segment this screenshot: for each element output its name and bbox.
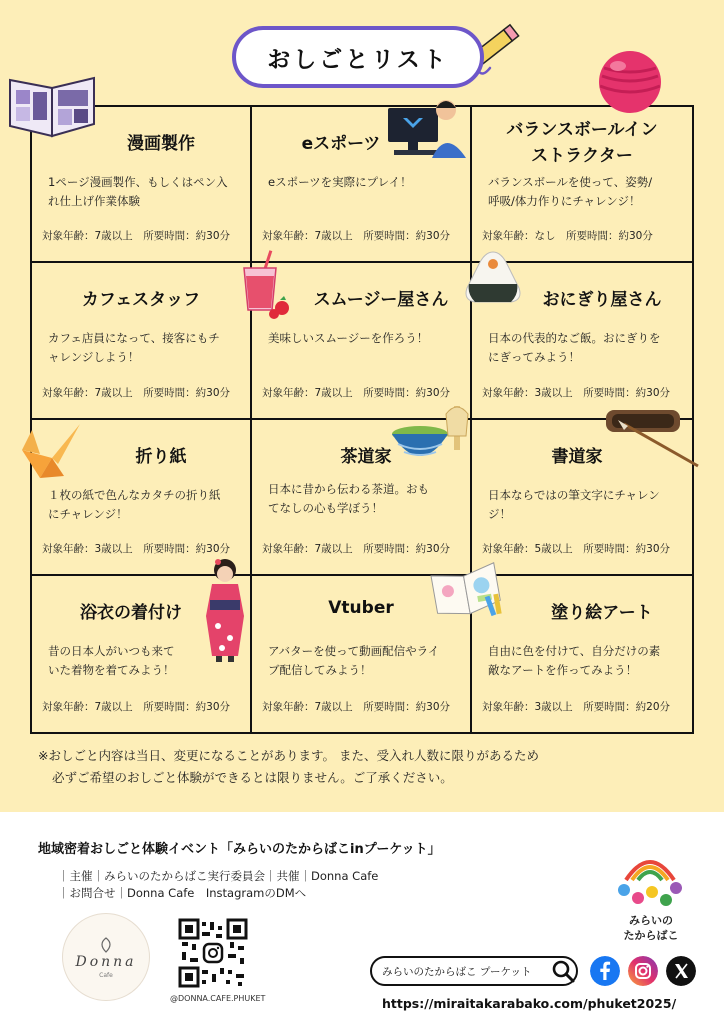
instagram-icon[interactable] [628, 956, 658, 986]
event-title: 地域密着おしごと体験イベント「みらいのたからばこinプーケット」 [38, 842, 441, 857]
manga-book-icon [6, 70, 98, 140]
job-description: 日本ならではの筆文字にチャレン ジ！ [488, 487, 660, 521]
search-box[interactable] [370, 956, 578, 986]
search-query: みらいのたからばこ プーケット [382, 965, 532, 978]
search-icon[interactable] [550, 958, 576, 984]
job-name: 折り紙 [135, 446, 187, 467]
job-meta: 対象年齢：7歳以上 所要時間：約30分 [42, 386, 231, 399]
website-url[interactable]: https://miraitakarabako.com/phuket2025/ [382, 996, 677, 1011]
job-description: 1ページ漫画製作、もしくはペン入 れ仕上げ作業体験 [48, 175, 228, 208]
job-name: Vtuber [328, 597, 394, 618]
job-meta: 対象年齢：7歳以上 所要時間：約30分 [262, 386, 451, 399]
job-name: 塗り絵アート [551, 602, 653, 623]
page-title: おしごとリスト [232, 26, 484, 88]
job-description: 自由に色を付けて、自分だけの素 敵なアートを作ってみよう！ [488, 643, 661, 677]
yukata-girl-icon [198, 556, 252, 664]
job-name: おにぎり屋さん [542, 290, 662, 311]
job-meta: 対象年齢：7歳以上 所要時間：約30分 [262, 701, 451, 713]
job-grid [30, 105, 694, 734]
job-description: eスポーツを実際にプレイ！ [268, 175, 412, 189]
matcha-bowl-icon [390, 400, 470, 470]
paper-crane-icon [18, 420, 84, 482]
job-name: バランスボールイン ストラクター [506, 120, 658, 166]
job-card-cafe-staff [32, 263, 252, 419]
donna-cafe-logo: Donna Cafe [62, 913, 150, 1001]
job-meta: 対象年齢：3歳以上 所要時間：約30分 [42, 542, 231, 555]
instagram-qr-code[interactable] [178, 918, 248, 988]
job-meta: 対象年齢：7歳以上 所要時間：約30分 [42, 701, 231, 713]
job-name: スムージー屋さん [313, 290, 449, 311]
gamer-pc-icon [386, 96, 470, 162]
brand-name: みらいの たからばこ [623, 914, 679, 942]
job-name: 漫画製作 [127, 134, 195, 154]
job-meta: 対象年齢：7歳以上 所要時間：約30分 [262, 542, 451, 555]
notice-text: ※おしごと内容は当日、変更になることがあります。 また、受入れ人数に限りがあるため 必ずご希望のおしごと体験ができるとは限りません。ご了承ください。 [38, 748, 539, 785]
instagram-handle: @DONNA.CAFE.PHUKET [170, 994, 266, 1003]
job-meta: 対象年齢：7歳以上 所要時間：約30分 [262, 230, 451, 243]
job-meta: 対象年齢：3歳以上 所要時間：約30分 [482, 386, 671, 399]
organizer-info: ｜主催｜みらいのたからばこ実行委員会｜共催｜Donna Cafe ｜お問合せ｜Donna Cafe InstagramのDMへ [58, 869, 379, 900]
job-name: 浴衣の着付け [80, 602, 182, 623]
job-description: バランスボールを使って、姿勢/ 呼吸/体力作りにチャレンジ！ [488, 175, 653, 208]
job-card-balance-ball [472, 107, 692, 263]
job-card-coloring [472, 576, 692, 732]
job-meta: 対象年齢：7歳以上 所要時間：約30分 [42, 230, 231, 243]
job-description: 日本に昔から伝わる茶道。おも てなしの心も学ぼう！ [268, 481, 429, 515]
job-name: eスポーツ [301, 134, 381, 154]
x-icon[interactable] [666, 956, 696, 986]
job-description: 美味しいスムージーを作ろう！ [268, 331, 429, 346]
mirai-takarabako-logo [612, 846, 688, 916]
job-description: 昔の日本人がいつも来て いた着物を着てみよう！ [48, 643, 175, 677]
onigiri-icon [462, 248, 524, 306]
smoothie-icon [236, 250, 292, 320]
job-name: 茶道家 [340, 446, 392, 467]
job-description: カフェ店員になって、接客にもチ ャレンジしよう！ [48, 331, 220, 365]
job-description: 日本の代表的なご飯。おにぎりを にぎってみよう！ [488, 331, 661, 365]
coloring-book-icon [428, 562, 504, 618]
job-meta: 対象年齢：なし 所要時間：約30分 [482, 230, 653, 243]
job-name: 書道家 [551, 446, 603, 467]
calligraphy-brush-icon [604, 404, 700, 470]
job-description: アバターを使って動画配信やライ ブ配信してみよう！ [268, 643, 440, 677]
job-description: １枚の紙で色んなカタチの折り紙 にチャレンジ！ [48, 487, 221, 521]
balance-ball-icon [596, 48, 664, 116]
job-name: カフェスタッフ [81, 290, 201, 311]
job-meta: 対象年齢：3歳以上 所要時間：約20分 [482, 701, 671, 713]
job-meta: 対象年齢：5歳以上 所要時間：約30分 [482, 542, 671, 555]
leaf-icon [97, 936, 115, 954]
facebook-icon[interactable] [590, 956, 620, 986]
